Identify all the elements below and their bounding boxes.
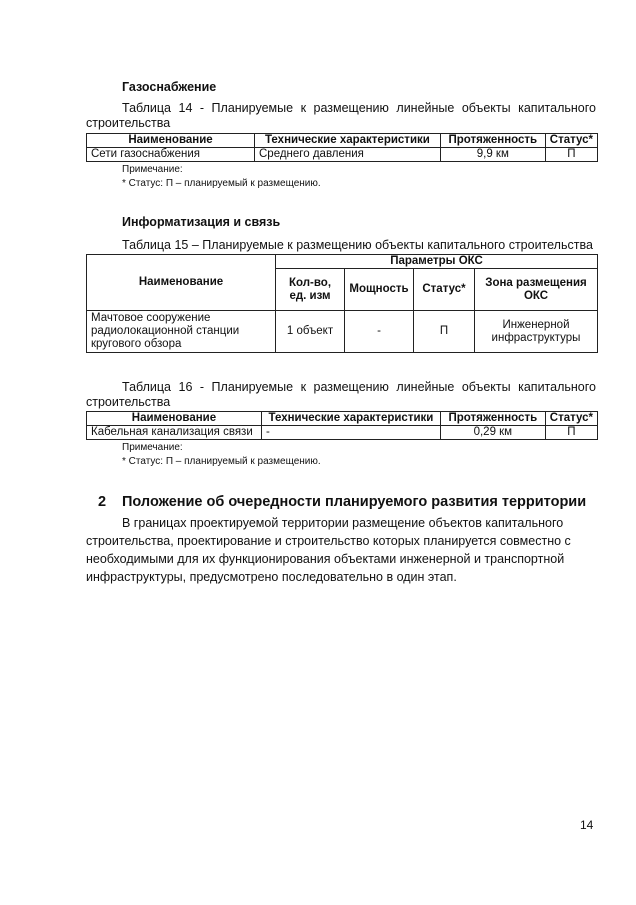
section2-number: 2: [98, 494, 107, 510]
col-header: Протяженность: [440, 412, 545, 426]
col-header-name: Наименование: [87, 255, 276, 311]
caption-word: капитального: [518, 380, 596, 394]
table14-note-title: Примечание:: [122, 164, 183, 175]
table-cell: П: [414, 311, 475, 353]
col-header: Статус*: [545, 412, 597, 426]
caption-word: -: [199, 101, 205, 115]
caption-word: к: [300, 101, 307, 115]
paragraph-line: необходимыми для их функционирования объектами инженерной и транспортной: [86, 552, 565, 566]
caption-word: Таблица: [122, 380, 172, 394]
caption-word: линейные: [396, 380, 455, 394]
table-cell: П: [545, 148, 597, 162]
col-header: Технические характеристики: [261, 412, 440, 426]
table16-note-text: * Статус: П – планируемый к размещению.: [122, 456, 321, 467]
table15-caption: Таблица 15 – Планируемые к размещению объекты капитального строительства: [122, 238, 593, 252]
section2-body: [86, 514, 598, 586]
table-header-row: [87, 134, 598, 148]
info-heading: Информатизация и связь: [122, 215, 281, 229]
table-row: [87, 148, 598, 162]
col-header: Протяженность: [440, 134, 545, 148]
col-header: Статус*: [545, 134, 597, 148]
caption-word: капитального: [518, 101, 596, 115]
col-header: Технические характеристики: [255, 134, 441, 148]
table-row: [87, 426, 598, 440]
caption-word: Планируемые: [211, 380, 294, 394]
table16-caption: [122, 380, 596, 394]
caption-word: Таблица: [122, 101, 172, 115]
table-cell: Инженерной инфраструктуры: [475, 311, 598, 353]
paragraph-line: инфраструктуры, предусмотрено последовательно в один этап.: [86, 570, 457, 584]
table-cell: Сети газоснабжения: [87, 148, 255, 162]
gas-heading: Газоснабжение: [122, 80, 217, 94]
col-header: Наименование: [87, 412, 262, 426]
table-row: [87, 311, 598, 353]
table-cell: 1 объект: [276, 311, 345, 353]
col-header: Кол-во, ед. изм: [276, 269, 345, 311]
table16-caption-cont: строительства: [86, 395, 171, 409]
table16-caption-line: [122, 380, 596, 394]
table-header-row: [87, 412, 598, 426]
table16: [86, 411, 598, 440]
col-header: Статус*: [414, 269, 475, 311]
caption-word: -: [199, 380, 205, 394]
table-cell: Мачтовое сооружение радиолокационной станции кругового обзора: [87, 311, 276, 353]
table14: [86, 133, 598, 162]
section2-title: Положение об очередности планируемого развития территории: [122, 494, 587, 510]
col-group-header: Параметры ОКС: [276, 255, 598, 269]
caption-word: размещению: [313, 101, 389, 115]
caption-word: к: [300, 380, 307, 394]
table15: [86, 254, 598, 353]
paragraph-line: строительства, проектирование и строительство которых планируется совместно с: [86, 534, 571, 548]
col-header: Наименование: [87, 134, 255, 148]
table-cell: П: [545, 426, 597, 440]
caption-word: 16: [178, 380, 193, 394]
table-cell: -: [261, 426, 440, 440]
caption-word: размещению: [313, 380, 389, 394]
table-cell: 9,9 км: [440, 148, 545, 162]
caption-word: линейные: [396, 101, 455, 115]
table14-caption-line: [122, 101, 596, 115]
table-cell: 0,29 км: [440, 426, 545, 440]
caption-word: 14: [178, 101, 193, 115]
col-header: Мощность: [345, 269, 414, 311]
table14-note-text: * Статус: П – планируемый к размещению.: [122, 178, 321, 189]
caption-word: объекты: [461, 101, 511, 115]
table-header-row: [87, 255, 598, 269]
table-cell: -: [345, 311, 414, 353]
caption-word: объекты: [461, 380, 511, 394]
paragraph-line: В границах проектируемой территории размещение объектов капитального: [122, 516, 564, 530]
col-header: Зона размещения ОКС: [475, 269, 598, 311]
table-cell: Среднего давления: [255, 148, 441, 162]
table-cell: Кабельная канализация связи: [87, 426, 262, 440]
page-number: 14: [580, 818, 594, 832]
table14-caption-cont: строительства: [86, 116, 171, 130]
caption-word: Планируемые: [211, 101, 294, 115]
table14-caption: [122, 101, 596, 115]
table16-note-title: Примечание:: [122, 442, 183, 453]
